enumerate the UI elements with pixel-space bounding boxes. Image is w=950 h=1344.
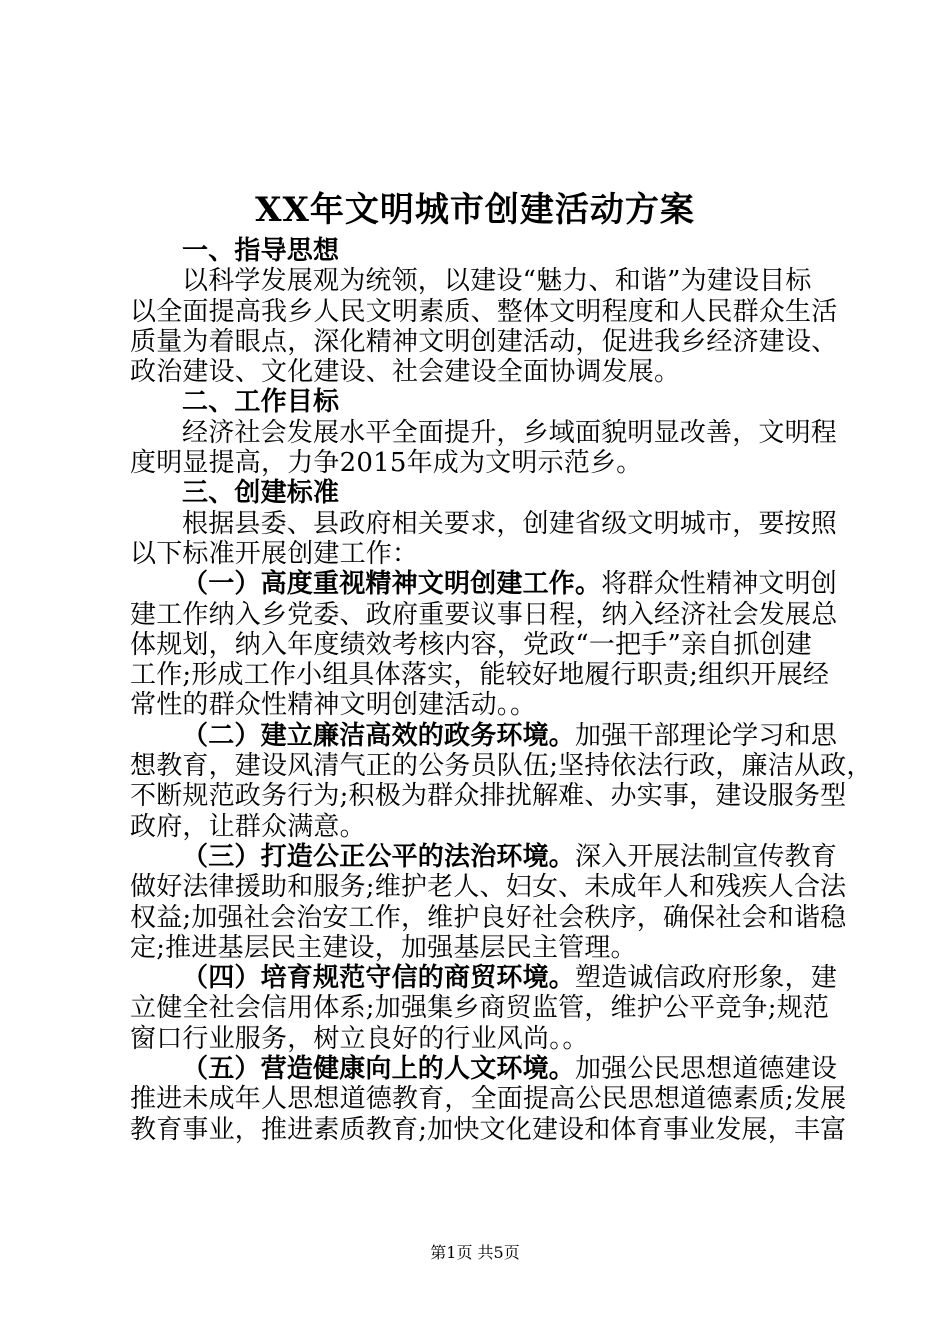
item-lead: （四）培育规范守信的商贸环境。	[182, 963, 576, 994]
item-lead: （二）建立廉洁高效的政务环境。	[182, 720, 576, 751]
paragraph-line: 以全面提高我乡人民文明素质、整体文明程度和人民群众生活	[130, 296, 838, 327]
item-first-line	[130, 841, 838, 872]
paragraph-line: 工作;形成工作小组具体落实，能较好地履行职责;组织开展经	[130, 660, 830, 691]
item-text: 深入开展法制宣传教育	[575, 841, 838, 872]
paragraph-line: 政府，让群众满意。	[130, 811, 366, 842]
document-body	[130, 236, 873, 1145]
page-footer: 第1页 共5页	[430, 1243, 520, 1262]
paragraph-line: 度明显提高，力争2015年成为文明示范乡。	[130, 448, 643, 479]
item-first-line	[130, 569, 838, 600]
paragraph-line: 建工作纳入乡党委、政府重要议事日程，纳入经济社会发展总	[130, 599, 838, 630]
item-lead: （三）打造公正公平的法治环境。	[182, 841, 576, 872]
item-lead: （五）营造健康向上的人文环境。	[182, 1054, 576, 1085]
paragraph-line: 经济社会发展水平全面提升，乡域面貌明显改善，文明程	[182, 417, 838, 448]
paragraph-line: 质量为着眼点，深化精神文明创建活动，促进我乡经济建设、	[130, 326, 838, 357]
paragraph-line: 教育事业，推进素质教育;加快文化建设和体育事业发展，丰富	[130, 1114, 847, 1145]
paragraph-line: 以下标准开展创建工作：	[130, 538, 419, 569]
paragraph-line: 根据县委、县政府相关要求，创建省级文明城市，要按照	[182, 508, 838, 539]
item-lead: （一）高度重视精神文明创建工作。	[182, 569, 602, 600]
paragraph-line: 窗口行业服务，树立良好的行业风尚。。	[130, 1023, 589, 1054]
section-heading: 一、指导思想	[182, 236, 340, 266]
paragraph-line: 不断规范政务行为;积极为群众排扰解难、办实事，建设服务型	[130, 781, 847, 812]
item-text: 将群众性精神文明创	[601, 569, 838, 600]
paragraph-line: 常性的群众性精神文明创建活动。。	[130, 690, 537, 721]
paragraph-line: 定;推进基层民主建设，加强基层民主管理。	[130, 932, 637, 963]
paragraph-line: 做好法律援助和服务;维护老人、妇女、未成年人和残疾人合法	[130, 872, 847, 903]
item-text: 塑造诚信政府形象，建	[575, 963, 838, 994]
paragraph-line: 政治建设、文化建设、社会建设全面协调发展。	[130, 357, 681, 388]
item-first-line	[130, 963, 838, 994]
document-title: XX年文明城市创建活动方案	[255, 190, 695, 230]
paragraph-line: 推进未成年人思想道德教育，全面提高公民思想道德素质;发展	[130, 1084, 847, 1115]
item-text: 加强干部理论学习和思	[575, 720, 838, 751]
item-first-line	[130, 1054, 838, 1085]
paragraph-line: 以科学发展观为统领，以建设“魅力、和谐”为建设目标	[182, 266, 812, 297]
paragraph-line: 权益;加强社会治安工作，维护良好社会秩序，确保社会和谐稳	[130, 902, 847, 933]
section-heading: 二、工作目标	[182, 387, 340, 418]
paragraph-line: 体规划，纳入年度绩效考核内容，党政“一把手”亲自抓创建	[130, 629, 812, 660]
item-first-line	[130, 720, 838, 751]
paragraph-line: 想教育，建设风清气正的公务员队伍;坚持依法行政，廉洁从政，	[130, 751, 873, 782]
paragraph-line: 立健全社会信用体系;加强集乡商贸监管，维护公平竞争;规范	[130, 993, 830, 1024]
section-heading: 三、创建标准	[182, 478, 340, 509]
item-text: 加强公民思想道德建设	[575, 1054, 838, 1085]
